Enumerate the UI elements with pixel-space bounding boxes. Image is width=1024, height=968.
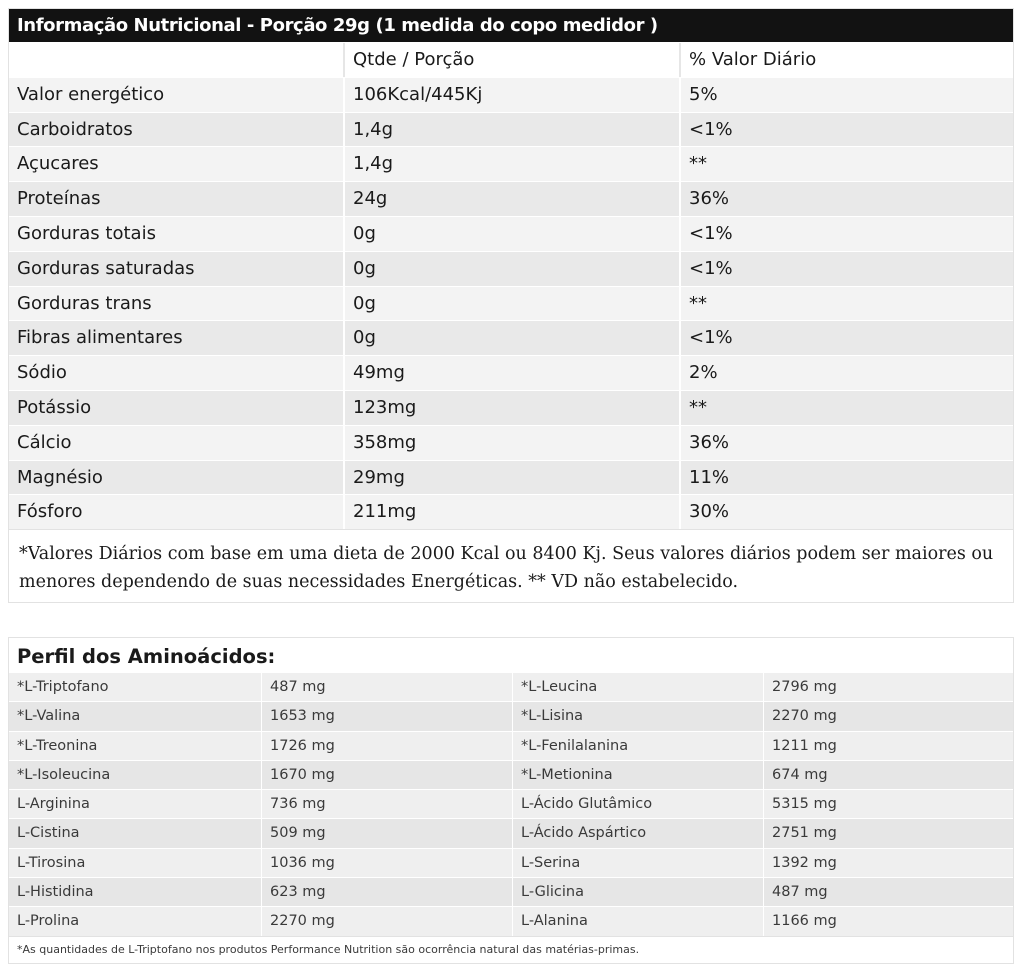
nutrient-daily-value: <1% [679, 321, 1013, 355]
amino-title: Perfil dos Aminoácidos: [9, 638, 1013, 672]
amino-amount: 487 mg [261, 673, 512, 701]
nutrition-row [9, 251, 1013, 286]
nutrient-daily-value: 30% [679, 495, 1013, 529]
amino-amount: 1166 mg [763, 907, 1013, 935]
nutrient-daily-value: ** [679, 391, 1013, 425]
nutrition-row [9, 494, 1013, 529]
nutrient-quantity: 29mg [343, 461, 679, 495]
amino-amount: 5315 mg [763, 790, 1013, 818]
amino-name: L-Arginina [17, 796, 90, 813]
nutrition-footnote: *Valores Diários com base em uma dieta de 2000 Kcal ou 8400 Kj. Seus valores diários podem ser maiores ou menores dependendo de suas necessidades Energéticas. ** VD não estabelecido. [9, 529, 1013, 602]
nutrient-daily-value: <1% [679, 252, 1013, 286]
nutrition-row [9, 286, 1013, 321]
amino-amount: 1211 mg [763, 732, 1013, 760]
nutrient-name: Gorduras saturadas [17, 257, 195, 279]
header-nutrient [9, 43, 343, 77]
nutrient-quantity: 1,4g [343, 147, 679, 181]
amino-amount: 2751 mg [763, 819, 1013, 847]
amino-name: L-Ácido Glutâmico [512, 790, 763, 818]
nutrient-quantity: 1,4g [343, 113, 679, 147]
nutrient-name: Carboidratos [17, 118, 133, 140]
amino-row [9, 848, 1013, 877]
nutrition-row [9, 460, 1013, 495]
amino-amount: 1036 mg [261, 849, 512, 877]
nutrient-name: Fibras alimentares [17, 327, 183, 349]
nutrient-name: Potássio [17, 396, 92, 418]
amino-amount: 2270 mg [763, 702, 1013, 730]
nutrient-name: Açucares [17, 153, 99, 175]
nutrition-row [9, 320, 1013, 355]
amino-amount: 1670 mg [261, 761, 512, 789]
amino-name: *L-Triptofano [17, 679, 109, 695]
amino-amount: 487 mg [763, 878, 1013, 906]
amino-row [9, 877, 1013, 906]
nutrient-daily-value: ** [679, 287, 1013, 321]
nutrient-daily-value: <1% [679, 217, 1013, 251]
amino-row [9, 789, 1013, 818]
nutrition-row [9, 112, 1013, 147]
nutrition-header-row [9, 42, 1013, 77]
amino-name: L-Histidina [17, 884, 94, 901]
nutrient-daily-value: 5% [679, 78, 1013, 112]
amino-row [9, 760, 1013, 789]
amino-name: L-Tirosina [17, 854, 86, 871]
amino-amount: 1726 mg [261, 732, 512, 760]
nutrient-quantity: 0g [343, 287, 679, 321]
amino-row [9, 731, 1013, 760]
amino-name: *L-Fenilalanina [512, 732, 763, 760]
amino-name: *L-Lisina [512, 702, 763, 730]
nutrient-daily-value: <1% [679, 113, 1013, 147]
amino-name: *L-Treonina [17, 737, 98, 754]
nutrient-name: Gorduras trans [17, 292, 152, 314]
amino-footnote: *As quantidades de L-Triptofano nos produtos Performance Nutrition são ocorrência natural das matérias-primas. [9, 936, 1013, 963]
amino-amount: 2270 mg [261, 907, 512, 935]
amino-name: L-Serina [512, 849, 763, 877]
nutrition-title: Informação Nutricional - Porção 29g (1 medida do copo medidor ) [9, 9, 1013, 42]
nutrient-quantity: 49mg [343, 356, 679, 390]
nutrition-row [9, 355, 1013, 390]
header-daily-value: % Valor Diário [679, 43, 1013, 77]
amino-amount: 1653 mg [261, 702, 512, 730]
header-quantity: Qtde / Porção [343, 43, 679, 77]
amino-amount: 2796 mg [763, 673, 1013, 701]
nutrient-name: Proteínas [17, 188, 101, 210]
nutrient-name: Gorduras totais [17, 222, 156, 244]
amino-amount: 509 mg [261, 819, 512, 847]
nutrient-daily-value: 36% [679, 426, 1013, 460]
nutrient-name: Valor energético [17, 83, 165, 105]
nutrition-row [9, 425, 1013, 460]
nutrition-row [9, 146, 1013, 181]
nutrient-quantity: 0g [343, 217, 679, 251]
amino-name: *L-Isoleucina [17, 766, 111, 783]
amino-acid-table [8, 637, 1014, 964]
amino-name: *L-Metionina [512, 761, 763, 789]
nutrient-name: Magnésio [17, 466, 103, 488]
amino-name: *L-Leucina [512, 673, 763, 701]
nutrient-name: Cálcio [17, 431, 72, 453]
amino-row [9, 701, 1013, 730]
nutrient-daily-value: 11% [679, 461, 1013, 495]
amino-amount: 623 mg [261, 878, 512, 906]
amino-name: L-Glicina [512, 878, 763, 906]
nutrient-name: Fósforo [17, 501, 83, 523]
nutrient-quantity: 0g [343, 252, 679, 286]
nutrient-daily-value: 2% [679, 356, 1013, 390]
amino-amount: 736 mg [261, 790, 512, 818]
amino-name: L-Alanina [512, 907, 763, 935]
nutrition-row [9, 390, 1013, 425]
nutrient-quantity: 24g [343, 182, 679, 216]
amino-row [9, 672, 1013, 701]
nutrient-quantity: 211mg [343, 495, 679, 529]
nutrient-daily-value: 36% [679, 182, 1013, 216]
amino-name: *L-Valina [17, 708, 81, 725]
nutrition-table [8, 8, 1014, 603]
amino-amount: 1392 mg [763, 849, 1013, 877]
nutrient-quantity: 123mg [343, 391, 679, 425]
amino-row [9, 818, 1013, 847]
nutrient-quantity: 106Kcal/445Kj [343, 78, 679, 112]
amino-amount: 674 mg [763, 761, 1013, 789]
nutrient-daily-value: ** [679, 147, 1013, 181]
amino-name: L-Prolina [17, 913, 80, 930]
amino-name: L-Cistina [17, 825, 80, 842]
amino-row [9, 906, 1013, 935]
nutrient-name: Sódio [17, 362, 67, 384]
amino-name: L-Ácido Aspártico [512, 819, 763, 847]
nutrition-row [9, 181, 1013, 216]
nutrient-quantity: 0g [343, 321, 679, 355]
nutrient-quantity: 358mg [343, 426, 679, 460]
nutrition-row [9, 216, 1013, 251]
nutrition-row [9, 77, 1013, 112]
